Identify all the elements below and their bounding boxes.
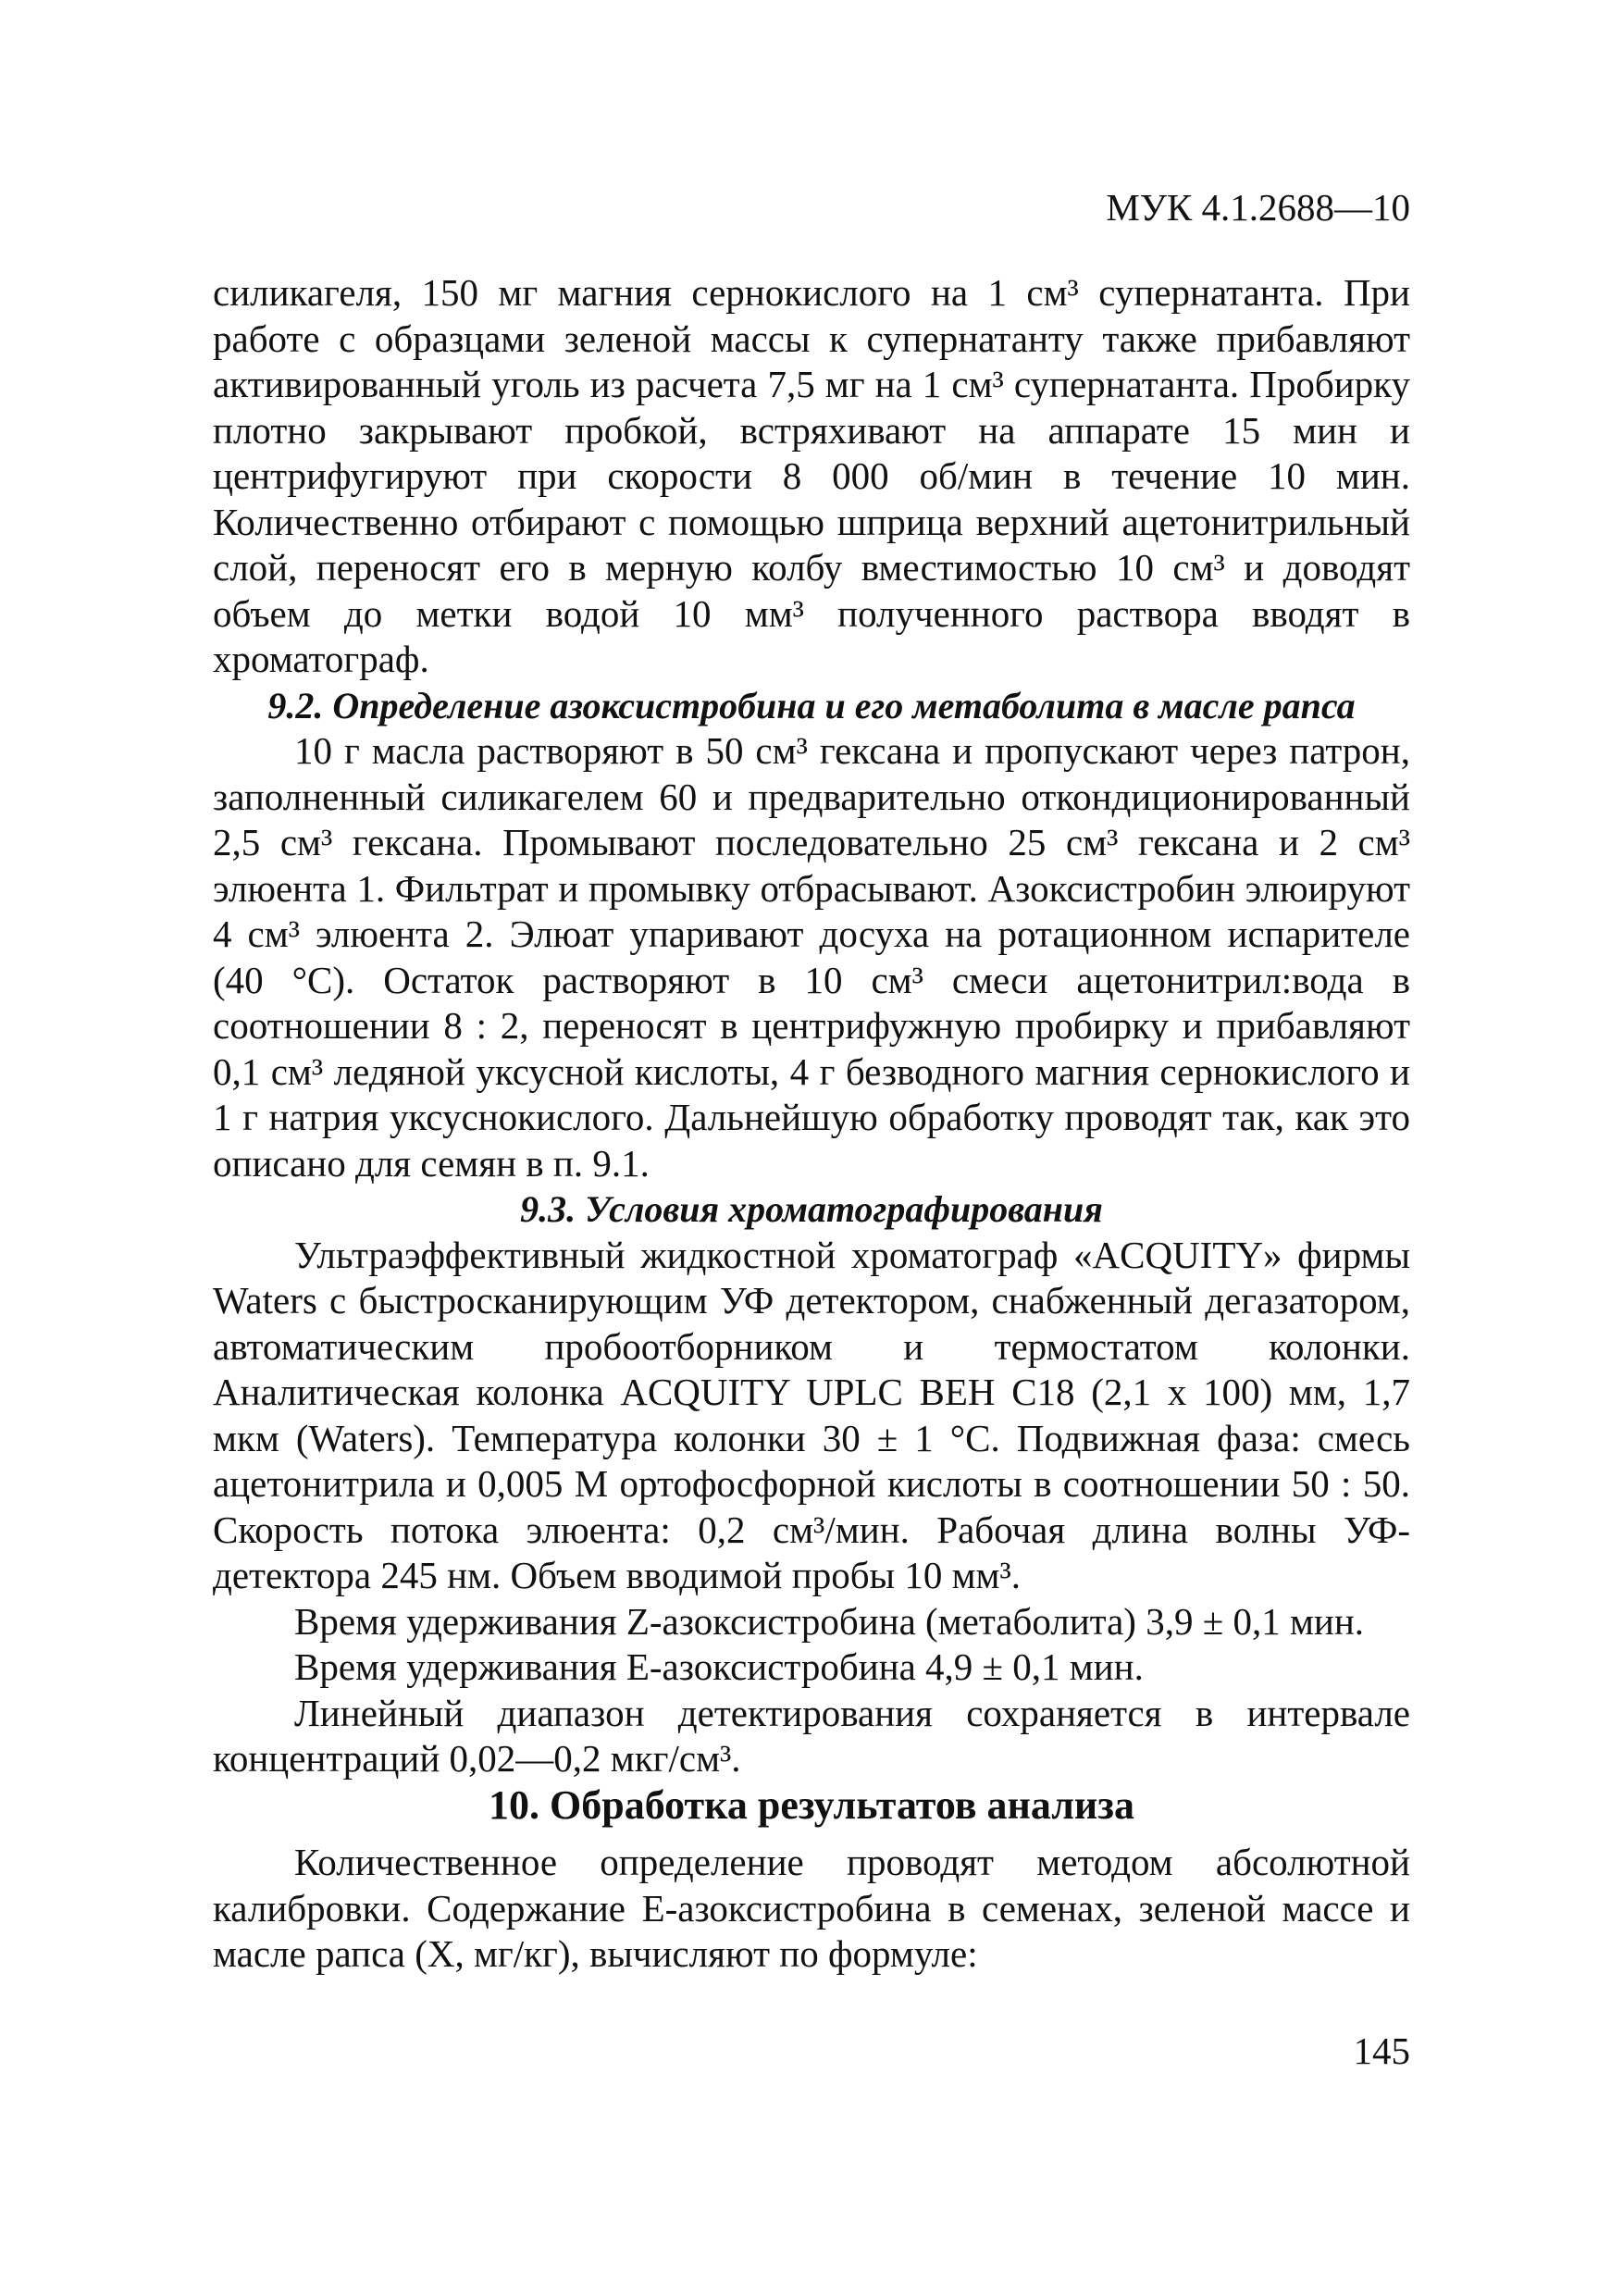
retention-time-z: Время удерживания Z-азоксистробина (метаболита) 3,9 ± 0,1 мин. (294, 1599, 1365, 1643)
section-9-2-paragraph: 10 г масла растворяют в 50 см³ гексана и пропускают через патрон, заполненный силикагелем 60 и предварительно откондиционированный 2,5 см³ гексана. Промывают последовательно 25 см³ гексана и 2 см³ элюента 1. Фильтрат и промывку отбрасывают. Азоксистробин элюируют 4 см³ элюента 2. Элюат упаривают досуха на ротационном испарителе (40 °С). Остаток растворяют в 10 см³ смеси ацетонитрил:вода в соотношении 8 : 2, переносят в центрифужную пробирку и прибавляют 0,1 см³ ледяной уксусной кислоты, 4 г безводного магния сернокислого и 1 г натрия уксуснокислого. Дальнейшую обработку проводят так, как это описано для семян в п. 9.1. (213, 729, 1410, 1185)
section-10-block (213, 1840, 1410, 1978)
document-code: МУК 4.1.2688—10 (1106, 186, 1410, 229)
main-text-block (213, 270, 1410, 1782)
page-number: 145 (1353, 2029, 1410, 2072)
section-10-heading: 10. Обработка результатов анализа (489, 1782, 1134, 1829)
section-9-3-paragraph: Ультраэффективный жидкостной хроматограф «ACQUITY» фирмы Waters с быстросканирующим УФ детектором, снабженный дегазатором, автоматическим пробоотборником и термостатом колонки. Аналитическая колонка ACQUITY UPLC BEH C18 (2,1 х 100) мм, 1,7 мкм (Waters). Температура колонки 30 ± 1 °С. Подвижная фаза: смесь ацетонитрила и 0,005 М ортофосфорной кислоты в соотношении 50 : 50. Скорость потока элюента: 0,2 см³/мин. Рабочая длина волны УФ-детектора 245 нм. Объем вводимой пробы 10 мм³. (213, 1233, 1410, 1596)
continuation-paragraph: силикагеля, 150 мг магния сернокислого на 1 см³ супернатанта. При работе с образцами зеленой массы к супернатанту также прибавляют активированный уголь из расчета 7,5 мг на 1 см³ супернатанта. Пробирку плотно закрывают пробкой, встряхивают на аппарате 15 мин и центрифугируют при скорости 8 000 об/мин в течение 10 мин. Количественно отбирают с помощью шприца верхний ацетонитрильный слой, переносят его в мерную колбу вместимостью 10 см³ и доводят объем до метки водой 10 мм³ полученного раствора вводят в хроматограф. (213, 271, 1410, 680)
section-10-paragraph: Количественное определение проводят методом абсолютной калибровки. Содержание Е-азоксистробина в семенах, зеленой массе и масле рапса (X, мг/кг), вычисляют по формуле: (213, 1841, 1410, 1975)
section-9-3-heading: 9.3. Условия хроматографирования (520, 1188, 1103, 1230)
section-9-2-heading: 9.2. Определение азоксистробина и его метаболита в масле рапса (267, 684, 1356, 726)
linear-range: Линейный диапазон детектирования сохраняется в интервале концентраций 0,02—0,2 мкг/см³. (213, 1691, 1410, 1780)
retention-time-e: Время удерживания Е-азоксистробина 4,9 ± 0,1 мин. (294, 1645, 1144, 1688)
